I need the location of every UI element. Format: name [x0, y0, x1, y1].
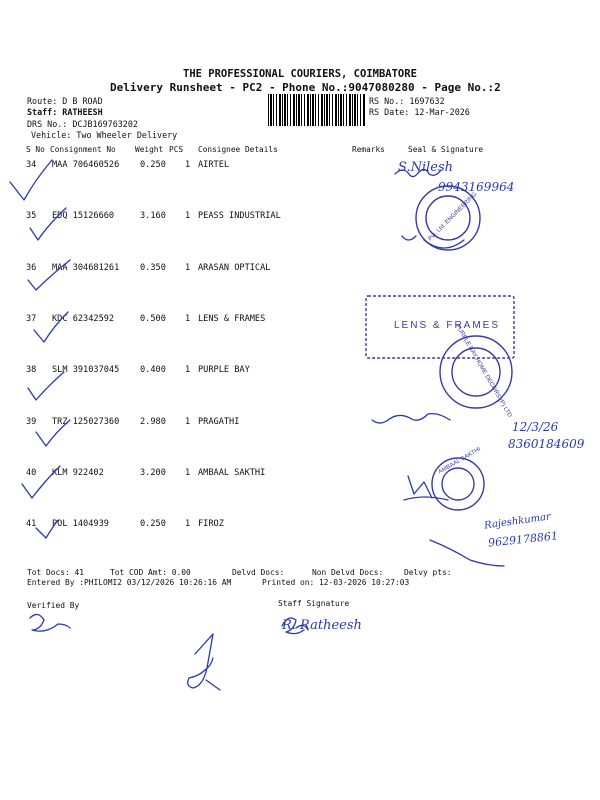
checkmark-icon: [30, 208, 66, 240]
row-consignee: ARASAN OPTICAL: [198, 263, 271, 273]
delivered-docs: Delvd Docs:: [232, 568, 285, 577]
verified-by-label: Verified By: [27, 601, 80, 610]
row-consignment: SLM 391037045: [52, 365, 120, 375]
col-remarks: Remarks: [352, 145, 385, 154]
checkmark-icon: [10, 160, 52, 200]
rs-date: RS Date: 12-Mar-2026: [369, 107, 470, 117]
row-consignee: PEASS INDUSTRIAL: [198, 211, 281, 221]
delivery-points: Delvy pts:: [404, 568, 452, 577]
row-weight: 0.250: [140, 519, 166, 529]
row-pcs: 1: [185, 314, 191, 324]
staff-signature-label: Staff Signature: [278, 599, 350, 608]
row-consignment: KDC 62342592: [52, 314, 115, 324]
stamp-text: Pvt. Ltd. ENGINEERING: [427, 191, 479, 243]
row-sno: 36: [26, 263, 37, 273]
row-weight: 0.500: [140, 314, 166, 324]
row-consignee: AIRTEL: [198, 160, 230, 170]
col-weight: Weight: [135, 145, 164, 154]
row-sno: 37: [26, 314, 37, 324]
row-pcs: 1: [185, 211, 191, 221]
row-consignment: MAA 706460526: [52, 160, 120, 170]
row-weight: 2.980: [140, 417, 166, 427]
row-weight: 3.200: [140, 468, 166, 478]
signature-mark: [372, 414, 450, 423]
stamp-text: PURPLE BAY HOME DECORS (P) LTD: [453, 323, 513, 419]
drs-number: DRS No.: DCJB169763202: [27, 119, 138, 129]
handwritten-phone: 9943169964: [438, 180, 515, 194]
handwritten-signature: S.Nilesh: [398, 160, 454, 175]
handwritten-date: 12/3/26: [512, 420, 559, 434]
checkmark-icon: [36, 520, 58, 538]
row-pcs: 1: [185, 417, 191, 427]
row-pcs: 1: [185, 519, 191, 529]
printed-on: Printed on: 12-03-2026 10:27:03: [262, 578, 410, 587]
checkmark-icon: [28, 260, 70, 290]
company-title: THE PROFESSIONAL COURIERS, COIMBATORE: [183, 68, 417, 80]
rs-number: RS No.: 1697632: [369, 96, 445, 106]
row-consignee: PRAGATHI: [198, 417, 240, 427]
row-sno: 38: [26, 365, 37, 375]
route: Route: D B ROAD: [27, 96, 103, 106]
handwritten-signature: Rajeshkumar: [483, 511, 552, 532]
row-sno: 35: [26, 211, 37, 221]
row-consignment: TRZ 125027360: [52, 417, 120, 427]
row-sno: 34: [26, 160, 37, 170]
staff-handwritten-signature: R. Ratheesh: [282, 618, 362, 633]
total-docs: Tot Docs: 41: [27, 568, 85, 577]
non-delivered-docs: Non Delvd Docs:: [312, 568, 384, 577]
vehicle: Vehicle: Two Wheeler Delivery: [31, 130, 178, 140]
signature-mark: [404, 476, 448, 500]
row-sno: 39: [26, 417, 37, 427]
row-consignee: PURPLE BAY: [198, 365, 250, 375]
row-sno: 40: [26, 468, 37, 478]
row-consignment: KLM 922402: [52, 468, 104, 478]
row-weight: 0.250: [140, 160, 166, 170]
handwritten-phone: 9629178861: [487, 529, 559, 550]
row-pcs: 1: [185, 160, 191, 170]
checkmark-icon: [34, 312, 68, 342]
row-sno: 41: [26, 519, 37, 529]
col-seal: Seal & Signature: [408, 145, 484, 154]
row-pcs: 1: [185, 468, 191, 478]
runsheet-title: Delivery Runsheet - PC2 - Phone No.:9047080280 - Page No.:2: [110, 81, 501, 94]
col-sno: S No: [26, 145, 45, 154]
row-consignment: EDQ 15126660: [52, 211, 115, 221]
row-consignment: POL 1404939: [52, 519, 109, 529]
row-weight: 3.160: [140, 211, 166, 221]
row-weight: 0.400: [140, 365, 166, 375]
row-pcs: 1: [185, 365, 191, 375]
col-consignee: Consignee Details: [198, 145, 278, 154]
row-consignment: MAA 304681261: [52, 263, 120, 273]
checkmark-icon: [22, 466, 60, 498]
row-consignee: FIROZ: [198, 519, 224, 529]
total-cod-amount: Tot COD Amt: 0.00: [110, 568, 191, 577]
staff: Staff: RATHEESH: [27, 107, 103, 117]
row-weight: 0.350: [140, 263, 166, 273]
row-consignee: AMBAAL SAKTHI: [198, 468, 266, 478]
col-consignment: Consignment No: [50, 145, 116, 154]
signature-mark: [30, 614, 70, 631]
company-seal: [432, 458, 484, 510]
checkmark-icon: [36, 420, 70, 446]
entered-by: Entered By :PHILOMI2 03/12/2026 10:26:16 AM: [27, 578, 232, 587]
col-pcs: PCS: [169, 145, 184, 154]
checkmark-icon: [28, 372, 64, 400]
stamp-text: LENS & FRAMES: [394, 320, 501, 331]
stamp-text: AMBAAL SAKTHI: [437, 446, 482, 476]
signature-mark: [188, 634, 220, 690]
row-consignee: LENS & FRAMES: [198, 314, 266, 324]
handwritten-phone: 8360184609: [508, 437, 585, 451]
row-pcs: 1: [185, 263, 191, 273]
